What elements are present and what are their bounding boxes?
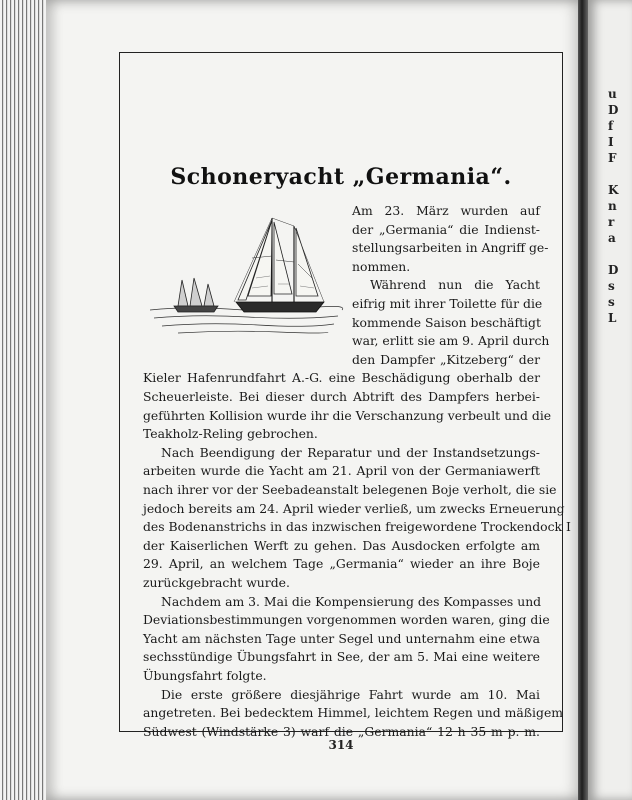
page-number: 314 bbox=[328, 738, 354, 752]
facing-page-text bbox=[608, 86, 632, 326]
text-line: Am 23. März wurden auf bbox=[352, 203, 540, 218]
text-line: arbeiten wurde die Yacht am 21. April von der Germaniawerft bbox=[143, 463, 540, 479]
text-line: Teakholz-Reling gebrochen. bbox=[143, 426, 318, 442]
text-line: Die erste größere diesjährige Fahrt wurde am 10. Mai bbox=[161, 686, 540, 702]
facing-fragment bbox=[608, 166, 632, 182]
text-line: nach ihrer vor der Seebadeanstalt belegenen Boje verholt, die sie bbox=[143, 482, 557, 497]
text-line: Während nun die Yacht bbox=[370, 277, 540, 293]
text-line: der „Germania“ die Indienst- bbox=[352, 221, 540, 237]
text-line: Nach Beendigung der Reparatur und der Instandsetzungs- bbox=[161, 444, 540, 460]
facing-fragment: D bbox=[608, 263, 619, 277]
text-line: Kieler Hafenrundfahrt A.-G. eine Beschädigung oberhalb der bbox=[143, 370, 540, 386]
facing-fragment: L bbox=[608, 311, 617, 325]
facing-page bbox=[588, 0, 632, 800]
text-line: 29. April, an welchem Tage „Germania“ wieder an ihre Boje bbox=[143, 556, 540, 572]
facing-fragment: r bbox=[608, 215, 615, 229]
text-line: sechsstündige Übungsfahrt in See, der am 5. Mai eine weitere bbox=[143, 649, 540, 665]
facing-fragment: D bbox=[608, 103, 619, 117]
text-line: eifrig mit ihrer Toilette für die bbox=[352, 296, 543, 311]
text-line: des Bodenanstrichs in das inzwischen freigewordene Trockendock I bbox=[143, 519, 571, 535]
facing-fragment: f bbox=[608, 119, 614, 133]
text-line: stellungsarbeiten in Angriff ge- bbox=[352, 240, 549, 256]
text-line: Deviationsbestimmungen vorgenommen worden waren, ging die bbox=[143, 612, 550, 628]
facing-fragment: I bbox=[608, 135, 614, 149]
text-line: jedoch bereits am 24. April wieder verließ, um zwecks Erneuerung bbox=[143, 500, 565, 516]
text-line: der Kaiserlichen Werft zu gehen. Das Ausdocken erfolgte am bbox=[143, 537, 540, 553]
facing-fragment: a bbox=[608, 231, 616, 245]
text-line: Nachdem am 3. Mai die Kompensierung des Kompasses und bbox=[161, 593, 542, 609]
text-line: kommende Saison beschäftigt bbox=[352, 314, 541, 330]
facing-fragment: u bbox=[608, 87, 617, 101]
text-line: zurückgebracht wurde. bbox=[143, 575, 290, 590]
text-line: Yacht am nächsten Tage unter Segel und unternahm eine etwa bbox=[143, 630, 540, 646]
text-line: Südwest (Windstärke 3) warf die „Germania“ 12 h 35 m p. m. bbox=[143, 723, 540, 739]
facing-fragment: K bbox=[608, 183, 619, 197]
page-block-edges bbox=[0, 0, 46, 800]
schooner-illustration bbox=[148, 198, 344, 342]
facing-fragment: s bbox=[608, 279, 615, 293]
text-line: Übungsfahrt folgte. bbox=[143, 668, 267, 683]
facing-fragment: n bbox=[608, 199, 617, 213]
text-line: den Dampfer „Kitzeberg“ der bbox=[352, 351, 540, 367]
text-line: nommen. bbox=[352, 258, 411, 274]
facing-fragment: s bbox=[608, 295, 615, 309]
page-title: Schoneryacht „Germania“. bbox=[170, 164, 512, 190]
text-line: war, erlitt sie am 9. April durch bbox=[352, 333, 550, 349]
facing-fragment bbox=[608, 246, 632, 262]
text-line: geführten Kollision wurde ihr die Verschanzung verbeult und die bbox=[143, 407, 552, 423]
text-line: angetreten. Bei bedecktem Himmel, leichtem Regen und mäßigem bbox=[143, 705, 564, 721]
book-gutter bbox=[578, 0, 588, 800]
text-line: Scheuerleiste. Bei dieser durch Abtrift des Dampfers herbei- bbox=[143, 389, 540, 404]
facing-fragment: F bbox=[608, 151, 617, 165]
